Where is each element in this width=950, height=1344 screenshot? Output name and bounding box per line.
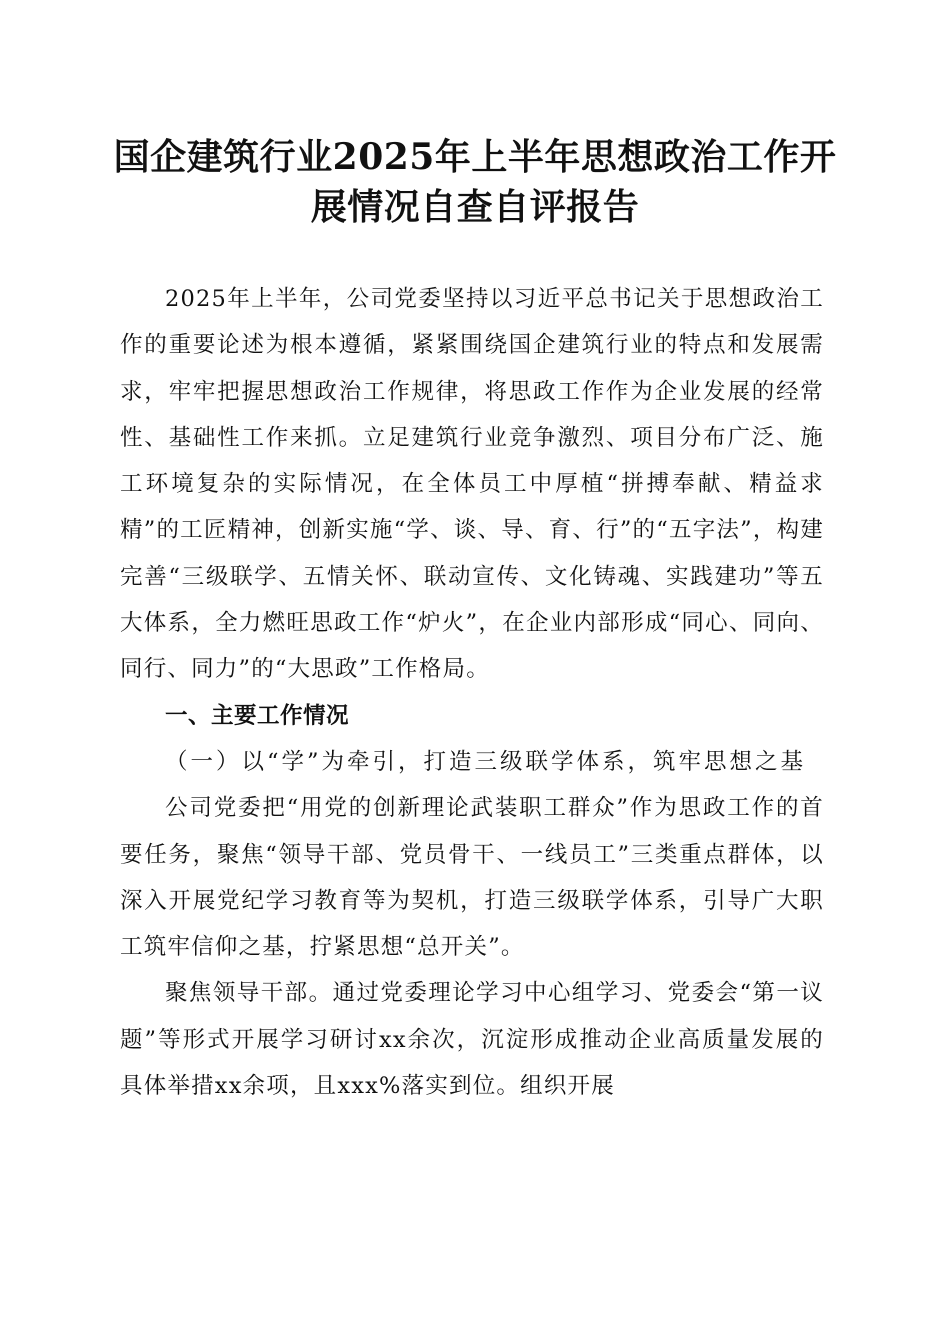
paragraph-leading-cadres: 聚焦领导干部。通过党委理论学习中心组学习、党委会“第一议题”等形式开展学习研讨xx余次，沉淀形成推动企业高质量发展的具体举措xx余项，且xxx%落实到位。组织开展 <box>120 980 824 1100</box>
section-heading-main-work: 一、主要工作情况 <box>165 702 350 729</box>
intro-paragraph: 2025年上半年，公司党委坚持以习近平总书记关于思想政治工作的重要论述为根本遵循，紧紧围绕国企建筑行业的特点和发展需求，牢牢把握思想政治工作规律，将思政工作作为企业发展的经常性、基础性工作来抓。立足建筑行业竞争激烈、项目分布广泛、施工环境复杂的实际情况，在全体员工中厚植“拼搏奉献、精益求精”的工匠精神，创新实施“学、谈、导、育、行”的“五字法”，构建完善“三级联学、五情关怀、联动宣传、文化铸魂、实践建功”等五大体系，全力燃旺思政工作“炉火”，在企业内部形成“同心、同向、同行、同力”的“大思政”工作格局。 <box>120 286 824 683</box>
document-title <box>110 132 840 232</box>
title-line-1: 国企建筑行业2025年上半年思想政治工作开 <box>113 136 837 178</box>
title-line-2: 展情况自查自评报告 <box>310 186 640 228</box>
document-body <box>120 276 824 1109</box>
subsection-heading-study: （一）以“学”为牵引，打造三级联学体系，筑牢思想之基 <box>165 748 807 775</box>
paragraph-study-system: 公司党委把“用党的创新理论武装职工群众”作为思政工作的首要任务，聚焦“领导干部、党员骨干、一线员工”三类重点群体，以深入开展党纪学习教育等为契机，打造三级联学体系，引导广大职工筑牢信仰之基，拧紧思想“总开关”。 <box>120 795 824 961</box>
